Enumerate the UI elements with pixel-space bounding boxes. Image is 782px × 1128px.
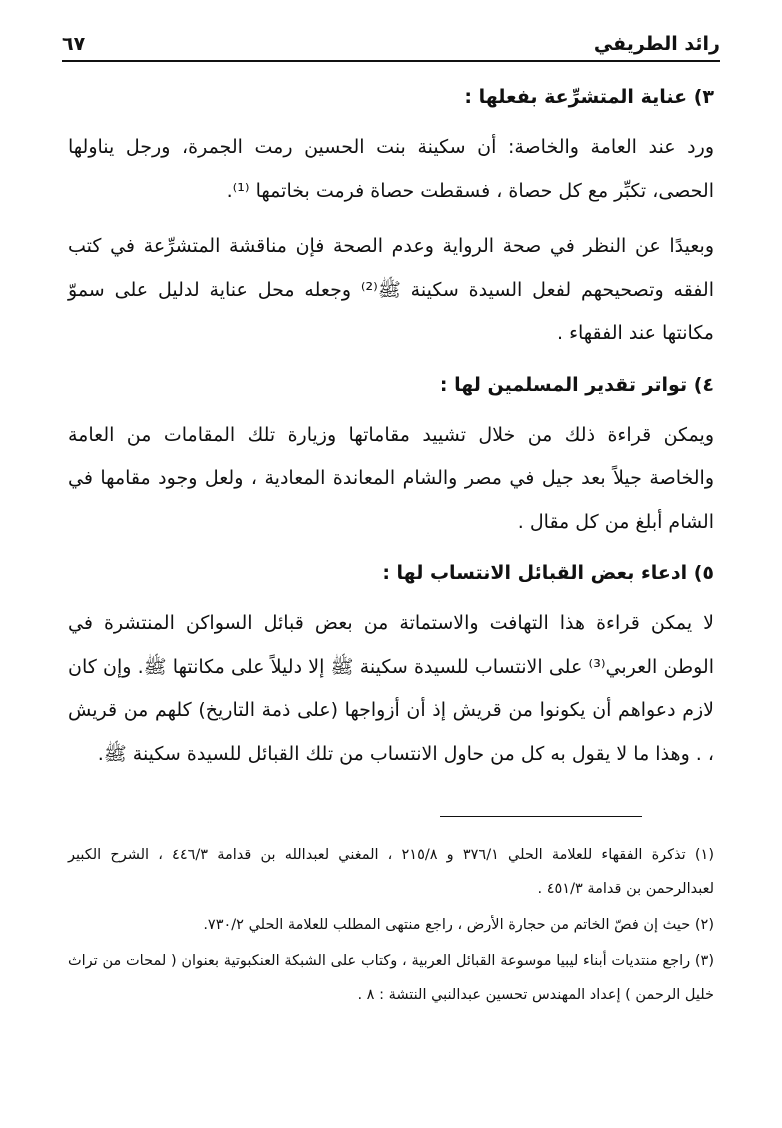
section-heading: ٥) ادعاء بعض القبائل الانتساب لها : <box>382 562 714 584</box>
section-5 <box>68 556 714 776</box>
main-text <box>68 80 714 788</box>
footnote: (١) تذكرة الفقهاء للعلامة الحلي ٣٧٦/١ و ٢١٥/٨ ، المغني لعبدالله بن قدامة ٤٤٦/٣ ، الشرح الكبير لعبدالرحمن بن قدامة ٤٥١/٣ . <box>68 847 714 897</box>
paragraph: وبعيدًا عن النظر في صحة الرواية وعدم الصحة فإن مناقشة المتشرِّعة في كتب الفقه وتصحيحهم لفعل السيدة سكينة ﷺ⁽²⁾ وجعله محل عناية لدليل على سموّ مكانتها عند الفقهاء . <box>68 235 714 344</box>
paragraph: ورد عند العامة والخاصة: أن سكينة بنت الحسين رمت الجمرة، ورجل يناولها الحصى، تكبِّر مع كل حصاة ، فسقطت حصاة فرمت بخاتمها ⁽¹⁾. <box>68 136 714 202</box>
author-name: رائد الطريفي <box>593 33 720 55</box>
page-number: ٦٧ <box>62 33 86 55</box>
paragraph: لا يمكن قراءة هذا التهافت والاستماتة من بعض قبائل السواكن المنتشرة في الوطن العربي⁽³⁾ على الانتساب للسيدة سكينة ﷺ إلا دليلاً على مكانتها ﷺ. وإن كان لازم دعواهم أن يكونوا من قريش إذ أن أزواجها (على ذمة التاريخ) كلهم من قريش ، . وهذا ما لا يقول به كل من حاول الانتساب من تلك القبائل للسيدة سكينة ﷺ. <box>68 612 714 765</box>
section-heading: ٤) تواتر تقدير المسلمين لها : <box>439 373 714 396</box>
footnote-divider <box>440 816 642 817</box>
running-header <box>62 30 720 62</box>
footnote: (٣) راجع منتديات أبناء ليبيا موسوعة القبائل العربية ، وكتاب على الشبكة العنكبوتية بعنوان ( لمحات من تراث خليل الرحمن ) إعداد المهندس تحسين عبدالنبي النتشة : ٨ . <box>68 953 714 1003</box>
footnote: (٢) حيث إن فصّ الخاتم من حجارة الأرض ، راجع منتهى المطلب للعلامة الحلي ٧٣٠/٢. <box>203 917 714 933</box>
paragraph: ويمكن قراءة ذلك من خلال تشييد مقاماتها وزيارة تلك المقامات من العامة والخاصة جيلاً بعد جيل في مصر والشام المعاندة المعادية ، ولعل وجود مقامها في الشام أبلغ من كل مقال . <box>68 423 714 533</box>
section-4 <box>68 368 714 545</box>
section-3 <box>68 80 714 356</box>
footnotes <box>68 838 714 1014</box>
section-heading: ٣) عناية المتشرِّعة بفعلها : <box>464 86 714 108</box>
